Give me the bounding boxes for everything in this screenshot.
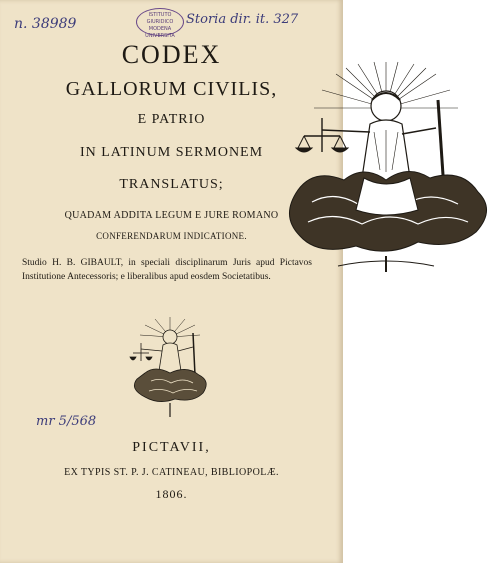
title-line: GALLORUM CIVILIS, xyxy=(65,78,278,100)
author-statement: Studio H. B. GIBAULT, in speciali disciplinarum Juris apud Pictavos Institutione Antecessoris; e liberalibus apud eosdem Societatibus. xyxy=(22,258,312,282)
justice-vignette-icon xyxy=(115,313,225,418)
title-line: E PATRIO xyxy=(137,112,206,127)
title-line: IN LATINUM SERMONEM xyxy=(79,145,264,160)
library-stamp xyxy=(136,8,184,39)
bleed-through xyxy=(160,200,162,210)
handwritten-annotation: mr 5/568 xyxy=(36,414,97,429)
stamp-line: UNIVERSITA xyxy=(145,33,175,39)
shelfmark: n. 38989 xyxy=(14,16,77,32)
imprint-printer: EX TYPIS ST. P. J. CATINEAU, BIBLIOPOLÆ. xyxy=(64,467,279,478)
stamp-line: ISTITUTO GIURIDICO xyxy=(146,12,174,25)
stamp-line: MODENA xyxy=(148,26,172,32)
justice-vignette-detail-icon xyxy=(278,60,496,275)
imprint-city: PICTAVII, xyxy=(132,440,211,455)
title-main: CODEX xyxy=(121,40,222,69)
handwritten-annotation: Storia dir. it. 327 xyxy=(186,12,299,27)
title-line: TRANSLATUS; xyxy=(119,177,224,192)
subtitle-line: QUADAM ADDITA LEGUM E JURE ROMANO xyxy=(64,210,279,221)
imprint-year: 1806. xyxy=(155,487,188,501)
subtitle-line: CONFERENDARUM INDICATIONE. xyxy=(96,231,247,241)
